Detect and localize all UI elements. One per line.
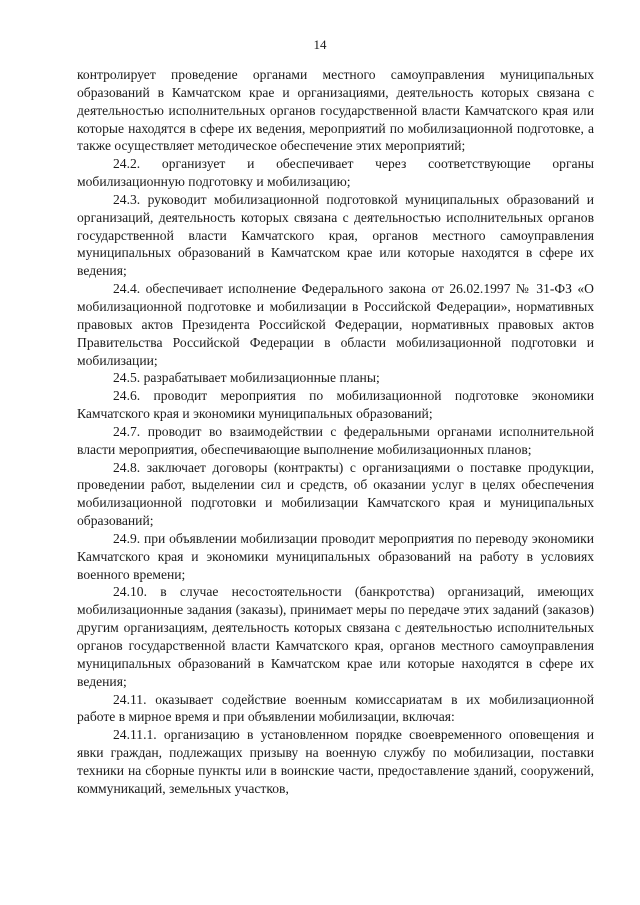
paragraph-24-2: 24.2. организует и обеспечивает через соответствующие органы мобилизационную подготовку и мобилизацию; <box>77 156 594 190</box>
paragraph-24-7: 24.7. проводит во взаимодействии с федеральными органами исполнительной власти мероприятия, обеспечивающие выполнение мобилизационных планов; <box>77 423 594 457</box>
paragraph-24-4: 24.4. обеспечивает исполнение Федерального закона от 26.02.1997 № 31-ФЗ «О мобилизационной подготовке и мобилизации в Российской Федерации», нормативных правовых актов Президента Российской Федерации, нормативных правовых актов Правительства Российской Федерации в области мобилизационной подготовки и мобилизации; <box>77 281 594 368</box>
page-number: 14 <box>313 37 327 52</box>
paragraph-continuation: контролирует проведение органами местного самоуправления муниципальных образований в Камчатском крае и организациями, деятельность которых связана с деятельностью исполнительных органов государственной власти Камчатского края или которые находятся в сфере их ведения, мероприятий по мобилизационной подготовке, а также осуществляет методическое обеспечение этих мероприятий; <box>77 67 594 154</box>
paragraph-24-10: 24.10. в случае несостоятельности (банкротства) организаций, имеющих мобилизационные задания (заказы), принимает меры по передаче этих заданий (заказов) другим организациям, деятельность которых связана с деятельностью исполнительных органов государственной власти Камчатского края, органов местного самоуправления муниципальных образований в Камчатском крае или которые находятся в сфере их ведения; <box>77 584 594 689</box>
paragraph-24-5: 24.5. разрабатывает мобилизационные планы; <box>113 370 380 386</box>
paragraph-24-11-1: 24.11.1. организацию в установленном порядке своевременного оповещения и явки граждан, подлежащих призыву на военную службу по мобилизации, поставки техники на сборные пункты или в воинские части, предоставление зданий, сооружений, коммуникаций, земельных участков, <box>77 727 594 796</box>
document-body <box>77 66 594 798</box>
paragraph-24-6: 24.6. проводит мероприятия по мобилизационной подготовке экономики Камчатского края и экономики муниципальных образований; <box>77 388 594 422</box>
paragraph-24-3: 24.3. руководит мобилизационной подготовкой муниципальных образований и организаций, деятельность которых связана с деятельностью исполнительных органов государственной власти Камчатского края, органов местного самоуправления муниципальных образований в Камчатском крае или которые находятся в сфере их ведения; <box>77 191 594 279</box>
paragraph-24-8: 24.8. заключает договоры (контракты) с организациями о поставке продукции, проведении работ, выделении сил и средств, об оказании услуг в целях обеспечения мобилизационной подготовки и мобилизации Камчатского края и муниципальных образований; <box>77 459 594 529</box>
paragraph-24-11: 24.11. оказывает содействие военным комиссариатам в их мобилизационной работе в мирное время и при объявлении мобилизации, включая: <box>77 691 594 725</box>
paragraph-24-9: 24.9. при объявлении мобилизации проводит мероприятия по переводу экономики Камчатского края и экономики муниципальных образований на работу в условиях военного времени; <box>77 530 594 582</box>
